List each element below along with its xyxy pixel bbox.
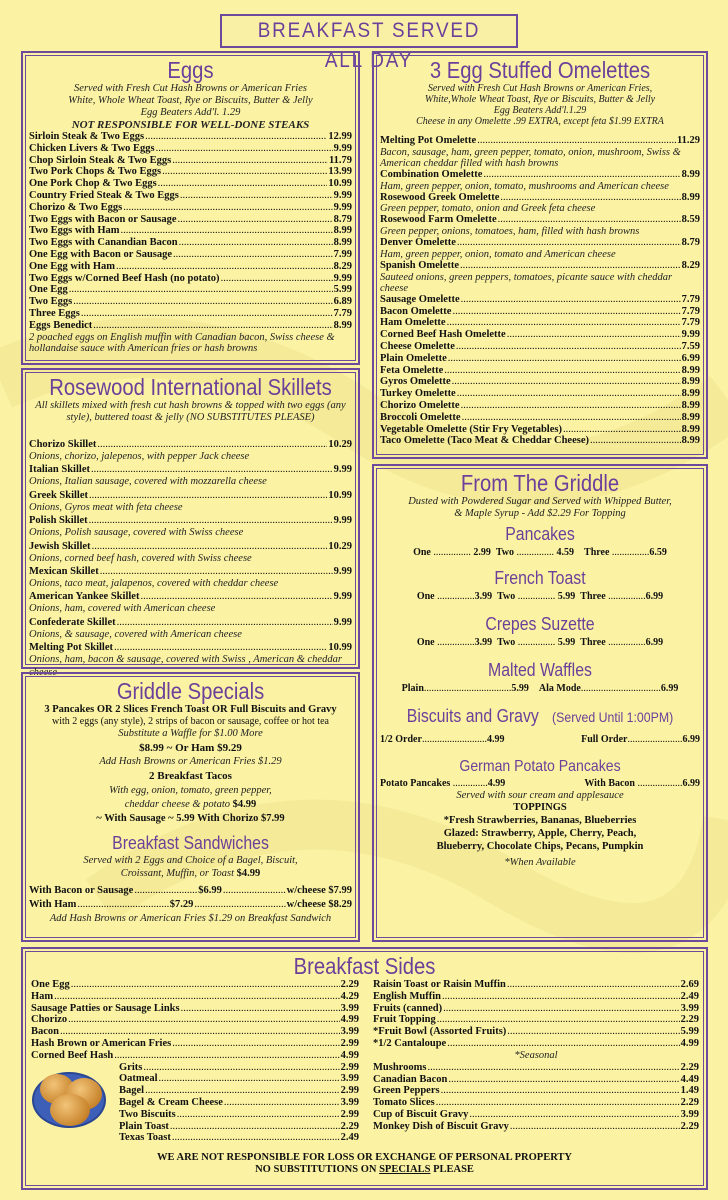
footer-substitutions: NO SUBSTITUTIONS ON SPECIALS PLEASE bbox=[255, 1164, 474, 1176]
menu-item: *Fruit Bowl (Assorted Fruits) ..... 5.99 bbox=[373, 1026, 699, 1038]
menu-item-description: Bacon, sausage, ham, green pepper, tomato, onion, mushroom, Swiss & American cheddar filled with hash browns bbox=[380, 146, 681, 169]
menu-item: Bagel & Cream Cheese ..... 3.99 bbox=[119, 1097, 359, 1109]
menu-item: Cup of Biscuit Gravy ..... 3.99 bbox=[373, 1109, 699, 1121]
waffles-prices: Plain ................................... 5.99 Ala Mode ................................ 6.99 bbox=[401, 683, 679, 694]
menu-item-description: Onions, corned beef hash, covered with Swiss cheese bbox=[29, 552, 252, 564]
menu-item: Taco Omelette (Taco Meat & Cheddar Cheese) ..... 8.99 bbox=[380, 435, 700, 447]
menu-item: Greek Skillet ..... 10.99 bbox=[29, 489, 352, 502]
sandwich-price: $4.99 bbox=[236, 868, 261, 879]
menu-item: Feta Omelette ..... 8.99 bbox=[380, 365, 700, 377]
menu-item: Three Eggs ..... 7.79 bbox=[29, 308, 352, 320]
biscuits-prices: 1/2 Order..........................4.99 Full Order......................6.99 bbox=[380, 734, 700, 745]
french-toast-title: French Toast bbox=[494, 568, 586, 588]
menu-item: Chorizo Skillet ..... 10.29 bbox=[29, 438, 352, 451]
menu-item: Country Fried Steak & Two Eggs ..... 9.99 bbox=[29, 190, 352, 202]
menu-item-description: Ham, green pepper, onion, tomato, mushrooms and American cheese bbox=[380, 180, 669, 192]
menu-item: Sausage Omelette ..... 7.79 bbox=[380, 294, 700, 306]
pancakes-title: Pancakes bbox=[505, 524, 575, 544]
sandwich-note: Served with 2 Eggs and Choice of a Bagel, Biscuit, bbox=[83, 855, 298, 866]
griddle-note: Dusted with Powdered Sugar and Served with Whipped Butter, bbox=[408, 496, 672, 507]
griddle-section bbox=[372, 464, 708, 942]
sandwich-row: With Bacon or Sausage ..... $6.99 ..... w/cheese $7.99 bbox=[29, 884, 352, 898]
sides-indent-list bbox=[119, 1062, 359, 1145]
menu-item: Two Eggs with Canandian Bacon ..... 8.99 bbox=[29, 237, 352, 249]
menu-item-description: Onions, ham, bacon & sausage, covered with Swiss , American & cheddar cheese bbox=[29, 654, 342, 678]
menu-item: Plain Toast ..... 2.29 bbox=[119, 1121, 359, 1133]
menu-item: Mushrooms ..... 2.29 bbox=[373, 1062, 699, 1074]
omelettes-section bbox=[372, 51, 708, 459]
menu-item: Gyros Omelette ..... 8.99 bbox=[380, 376, 700, 388]
eggs-note: Served with Fresh Cut Hash Browns or American Fries bbox=[74, 83, 307, 94]
menu-item: Chorizo & Two Eggs ..... 9.99 bbox=[29, 202, 352, 214]
menu-item: One Egg with Bacon or Sausage ..... 7.99 bbox=[29, 249, 352, 261]
menu-item: Chorizo Omelette ..... 8.99 bbox=[380, 400, 700, 412]
menu-item: Sirloin Steak & Two Eggs ..... 12.99 bbox=[29, 131, 352, 143]
menu-item: One Egg with Ham ..... 8.29 bbox=[29, 261, 352, 273]
specials-line: Substitute a Waffle for $1.00 More bbox=[118, 728, 263, 739]
sides-right-list bbox=[373, 979, 699, 1050]
griddle-title: From The Griddle bbox=[460, 470, 620, 496]
omelettes-note: Served with Fresh Cut Hash Browns or American Fries, bbox=[427, 83, 653, 94]
menu-item: Chop Sirloin Steak & Two Eggs ..... 11.79 bbox=[29, 155, 352, 167]
omelettes-note: White,Whole Wheat Toast, Rye or Biscuits, Butter & Jelly bbox=[424, 94, 656, 105]
menu-item: Grits ..... 2.99 bbox=[119, 1062, 359, 1074]
menu-item: Two Pork Chops & Two Eggs ..... 13.99 bbox=[29, 166, 352, 178]
toppings-title: TOPPINGS bbox=[513, 802, 567, 813]
french-toast-prices: One ............... 3.99 Two ............... 5.99 Three ............... 6.99 bbox=[416, 591, 664, 602]
eggs-title: Eggs bbox=[167, 57, 214, 83]
menu-item: Chorizo ..... 4.99 bbox=[31, 1014, 359, 1026]
potato-served: Served with sour cream and applesauce bbox=[456, 790, 624, 801]
menu-item: Confederate Skillet ..... 9.99 bbox=[29, 616, 352, 629]
menu-item: Rosewood Greek Omelette ..... 8.99 bbox=[380, 192, 700, 204]
menu-item: One Egg ..... 2.29 bbox=[31, 979, 359, 991]
tacos-desc: cheddar cheese & potato bbox=[124, 799, 230, 810]
menu-item: American Yankee Skillet ..... 9.99 bbox=[29, 590, 352, 603]
waffles-title: Malted Waffles bbox=[488, 660, 592, 680]
seasonal-note: *Seasonal bbox=[514, 1049, 558, 1061]
eggs-warning: NOT RESPONSIBLE FOR WELL-DONE STEAKS bbox=[71, 119, 310, 131]
omelettes-note: Egg Beaters Add'l.1.29 bbox=[493, 105, 587, 116]
menu-item: Texas Toast ..... 2.49 bbox=[119, 1132, 359, 1144]
page-header-banner bbox=[220, 14, 518, 72]
specials-line: Add Hash Browns or American Fries $1.29 bbox=[99, 756, 282, 767]
menu-item: Melting Pot Omelette ..... 11.29 bbox=[380, 135, 700, 147]
menu-item: Hash Brown or American Fries ..... 2.99 bbox=[31, 1038, 359, 1050]
omelettes-menu-list bbox=[380, 135, 700, 447]
menu-item: Polish Skillet ..... 9.99 bbox=[29, 514, 352, 527]
tacos-price: $4.99 bbox=[232, 799, 257, 810]
menu-item: Two Eggs with Bacon or Sausage ..... 8.79 bbox=[29, 214, 352, 226]
menu-item: One Pork Chop & Two Eggs ..... 10.99 bbox=[29, 178, 352, 190]
griddle-specials-section bbox=[21, 672, 360, 942]
sides-right-list-2 bbox=[373, 1062, 699, 1133]
crepes-prices: One ............... 3.99 Two ............... 5.99 Three ............... 6.99 bbox=[416, 637, 664, 648]
toppings-line: Blueberry, Chocolate Chips, Pecans, Pumpkin bbox=[436, 841, 644, 852]
specials-line: 3 Pancakes OR 2 Slices French Toast OR Full Biscuits and Gravy bbox=[44, 704, 337, 715]
menu-item: Italian Skillet ..... 9.99 bbox=[29, 463, 352, 476]
sandwich-addon: Add Hash Browns or American Fries $1.29 on Breakfast Sandwich bbox=[49, 913, 332, 924]
sandwiches-title: Breakfast Sandwiches bbox=[112, 833, 269, 853]
sandwich-note: Croissant, Muffin, or Toast bbox=[120, 868, 235, 879]
menu-item: Plain Omelette ..... 6.99 bbox=[380, 353, 700, 365]
footer-disclaimer: WE ARE NOT RESPONSIBLE FOR LOSS OR EXCHANGE OF PERSONAL PROPERTY bbox=[156, 1152, 573, 1164]
menu-item: Mexican Skillet ..... 9.99 bbox=[29, 565, 352, 578]
menu-item: Green Peppers ..... 1.49 bbox=[373, 1085, 699, 1097]
menu-item: Fruit Topping ..... 2.29 bbox=[373, 1014, 699, 1026]
menu-item: Two Eggs w/Corned Beef Hash (no potato) ..... 9.99 bbox=[29, 273, 352, 285]
menu-item: Rosewood Farm Omelette ..... 8.59 bbox=[380, 214, 700, 226]
menu-item-description: Onions, ham, covered with American cheese bbox=[29, 603, 216, 615]
menu-item: Bacon ..... 3.99 bbox=[31, 1026, 359, 1038]
skillets-title: Rosewood International Skillets bbox=[49, 374, 332, 400]
skillets-section bbox=[21, 368, 360, 678]
menu-item-description: Onions, Italian sausage, covered with mozzarella cheese bbox=[29, 476, 267, 488]
toppings-line: Glazed: Strawberry, Apple, Cherry, Peach, bbox=[443, 828, 637, 839]
menu-item: Broccoli Omelette ..... 8.99 bbox=[380, 412, 700, 424]
sides-left-list bbox=[31, 979, 359, 1062]
menu-item-description: Onions, Polish sausage, covered with Swiss cheese bbox=[29, 527, 244, 539]
menu-item: Two Eggs ..... 6.89 bbox=[29, 296, 352, 308]
menu-item: Chicken Livers & Two Eggs ..... 9.99 bbox=[29, 143, 352, 155]
menu-item-description: Onions, taco meat, jalapenos, covered with cheddar cheese bbox=[29, 578, 279, 590]
menu-item-description: Sauteed onions, green peppers, tomatoes, picante sauce with cheddar cheese bbox=[380, 271, 673, 294]
biscuits-title: Biscuits and Gravy (Served Until 1:00PM) bbox=[406, 706, 674, 726]
skillets-note: All skillets mixed with fresh cut hash browns & topped with two eggs (any style), buttered toast & jelly (NO SUBSTITUTES PLEASE) bbox=[35, 400, 346, 423]
menu-item-description: Onions, chorizo, jalepenos, with pepper Jack cheese bbox=[29, 451, 250, 462]
omelettes-note: Cheese in any Omelette .99 EXTRA, except feta $1.99 EXTRA bbox=[416, 116, 664, 127]
menu-item-description: Onions, Gyros meat with feta cheese bbox=[29, 501, 183, 513]
omelettes-title: 3 Egg Stuffed Omelettes bbox=[429, 57, 651, 83]
menu-item-description: Onions, & sausage, covered with American cheese bbox=[29, 628, 242, 640]
menu-item-description: Ham, green pepper, onion, tomato and American cheese bbox=[380, 248, 616, 260]
menu-item: Raisin Toast or Raisin Muffin ..... 2.69 bbox=[373, 979, 699, 991]
menu-item: Combination Omelette ..... 8.99 bbox=[380, 169, 700, 181]
menu-item: Corned Beef Hash Omelette ..... 9.99 bbox=[380, 329, 700, 341]
specials-line: with 2 eggs (any style), 2 strips of bacon or sausage, coffee or hot tea bbox=[52, 716, 329, 727]
menu-item: Ham Omelette ..... 7.79 bbox=[380, 317, 700, 329]
pancakes-prices: One ............... 2.99 Two ............... 4.59 Three ............... 6.59 bbox=[413, 547, 667, 558]
eggs-section bbox=[21, 51, 360, 365]
menu-item: Spanish Omelette ..... 8.29 bbox=[380, 260, 700, 272]
griddle-note: & Maple Syrup - Add $2.29 For Topping bbox=[454, 508, 626, 519]
sides-section bbox=[21, 947, 708, 1190]
crepes-title: Crepes Suzette bbox=[485, 614, 595, 634]
menu-item: Bacon Omelette ..... 7.79 bbox=[380, 306, 700, 318]
page-title: BREAKFAST SERVED ALL DAY bbox=[257, 19, 481, 72]
menu-item: Cheese Omelette ..... 7.59 bbox=[380, 341, 700, 353]
tacos-title: 2 Breakfast Tacos bbox=[149, 770, 232, 782]
menu-item-description: Green pepper, tomato, onion and Greek feta cheese bbox=[380, 203, 596, 215]
toppings-line: *Fresh Strawberries, Bananas, Blueberries bbox=[443, 815, 637, 826]
menu-item: English Muffin ..... 2.49 bbox=[373, 991, 699, 1003]
menu-item: Melting Pot Skillet ..... 10.99 bbox=[29, 641, 352, 654]
eggs-benedict-description: 2 poached eggs on English muffin with Canadian bacon, Swiss cheese & hollandaise sauce with American fries or hash browns bbox=[29, 331, 335, 355]
menu-item: Two Biscuits ..... 2.99 bbox=[119, 1109, 359, 1121]
bagel-image bbox=[50, 1094, 90, 1126]
griddle-specials-title: Griddle Specials bbox=[116, 678, 265, 704]
menu-item: Ham ..... 4.29 bbox=[31, 991, 359, 1003]
menu-item: Tomato Slices ..... 2.29 bbox=[373, 1097, 699, 1109]
menu-item-description: Green pepper, onions, tomatoes, ham, filled with hash browns bbox=[380, 226, 640, 238]
eggs-menu-list bbox=[29, 131, 352, 332]
sandwich-row: With Ham ..... $7.29 ..... w/cheese $8.29 bbox=[29, 898, 352, 912]
menu-item: Turkey Omelette ..... 8.99 bbox=[380, 388, 700, 400]
menu-item: Monkey Dish of Biscuit Gravy ..... 2.29 bbox=[373, 1121, 699, 1133]
potato-pancakes-title: German Potato Pancakes bbox=[459, 758, 621, 775]
menu-item: Denver Omelette ..... 8.79 bbox=[380, 237, 700, 249]
menu-item: Fruits (canned) ..... 3.99 bbox=[373, 1003, 699, 1015]
menu-item: Eggs Benedict ..... 8.99 bbox=[29, 320, 352, 332]
menu-item: Bagel ..... 2.99 bbox=[119, 1085, 359, 1097]
skillets-menu-list bbox=[29, 438, 352, 679]
menu-item: Jewish Skillet ..... 10.29 bbox=[29, 540, 352, 553]
menu-item: One Egg ..... 5.99 bbox=[29, 284, 352, 296]
specials-price: $8.99 ~ Or Ham $9.29 bbox=[139, 742, 242, 754]
menu-item: Vegetable Omelette (Stir Fry Vegetables) ..... 8.99 bbox=[380, 424, 700, 436]
menu-item: Two Eggs with Ham ..... 8.99 bbox=[29, 225, 352, 237]
toppings-note: *When Available bbox=[504, 857, 576, 868]
menu-item: Canadian Bacon ..... 4.49 bbox=[373, 1074, 699, 1086]
menu-item: Sausage Patties or Sausage Links ..... 3.99 bbox=[31, 1003, 359, 1015]
menu-item: Oatmeal ..... 3.99 bbox=[119, 1073, 359, 1085]
menu-item: *1/2 Cantaloupe ..... 4.99 bbox=[373, 1038, 699, 1050]
sides-title: Breakfast Sides bbox=[293, 953, 436, 979]
tacos-options: ~ With Sausage ~ 5.99 With Chorizo $7.99 bbox=[96, 813, 285, 824]
menu-item: Corned Beef Hash ..... 4.99 bbox=[31, 1050, 359, 1062]
eggs-note: Egg Beaters Add'l. 1.29 bbox=[140, 107, 241, 118]
tacos-desc: With egg, onion, tomato, green pepper, bbox=[109, 785, 272, 796]
potato-pancakes-prices: Potato Pancakes ..............4.99 With Bacon ..................6.99 bbox=[380, 778, 700, 789]
eggs-note: White, Whole Wheat Toast, Rye or Biscuits, Butter & Jelly bbox=[68, 95, 313, 106]
